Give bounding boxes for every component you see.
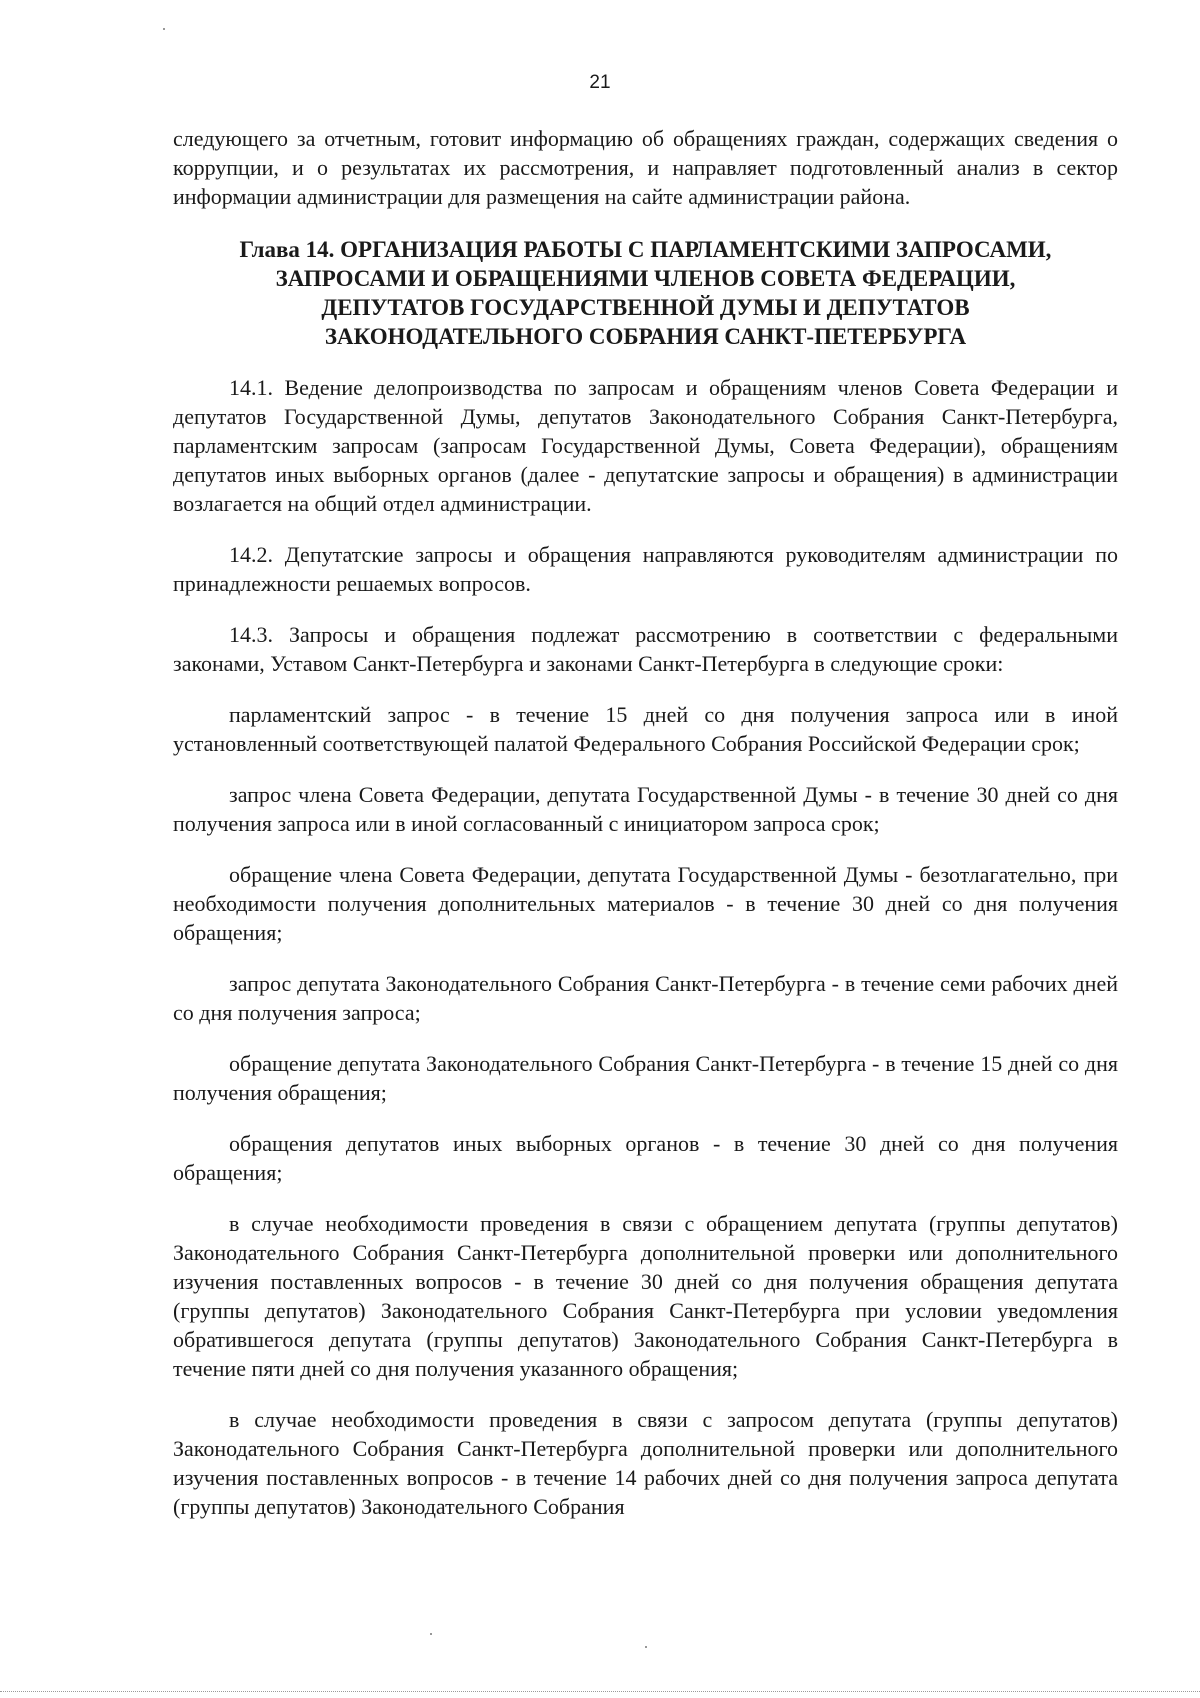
- paragraph-14-2: 14.2. Депутатские запросы и обращения направляются руководителям администрации по принадлежности решаемых вопросов.: [173, 542, 1118, 596]
- deadline-parliamentary-request: парламентский запрос - в течение 15 дней со дня получения запроса или в иной установленный соответствующей палатой Федерального Собрания Российской Федерации срок;: [173, 702, 1118, 756]
- paragraph-14-3: 14.3. Запросы и обращения подлежат рассмотрению в соответствии с федеральными законами, Уставом Санкт-Петербурга и законами Санкт-Петербурга в следующие сроки:: [173, 622, 1118, 676]
- paragraph-14-1: 14.1. Ведение делопроизводства по запросам и обращениям членов Совета Федерации и депутатов Государственной Думы, депутатов Законодательного Собрания Санкт-Петербурга, парламентским запросам (запросам Государственной Думы, Совета Федерации), обращениям депутатов иных выборных органов (далее - депутатские запросы и обращения) в администрации возлагается на общий отдел администрации.: [173, 375, 1118, 516]
- deadline-legislative-assembly-request: запрос депутата Законодательного Собрания Санкт-Петербурга - в течение семи рабочих дней со дня получения запроса;: [173, 971, 1118, 1025]
- deadline-additional-check-appeal: в случае необходимости проведения в связи с обращением депутата (группы депутатов) Законодательного Собрания Санкт-Петербурга дополнительной проверки или дополнительного изучения поставленных вопросов - в течение 30 дней со дня получения обращения депутата (группы депутатов) Законодательного Собрания Санкт-Петербурга при условии уведомления обратившегося депутата (группы депутатов) Законодательного Собрания Санкт-Петербурга в течение пяти дней со дня получения указанного обращения;: [173, 1211, 1118, 1381]
- document-body: [173, 124, 1118, 1543]
- chapter-heading-line: ДЕПУТАТОВ ГОСУДАРСТВЕННОЙ ДУМЫ И ДЕПУТАТОВ: [321, 295, 970, 320]
- scan-speck: [163, 28, 165, 30]
- paragraph-continuation: следующего за отчетным, готовит информацию об обращениях граждан, содержащих сведения о коррупции, и о результатах их рассмотрения, и направляет подготовленный анализ в сектор информации администрации для размещения на сайте администрации района.: [173, 126, 1118, 209]
- chapter-heading-line: Глава 14. ОРГАНИЗАЦИЯ РАБОТЫ С ПАРЛАМЕНТСКИМИ ЗАПРОСАМИ,: [239, 237, 1052, 262]
- chapter-heading: [173, 235, 1118, 351]
- deadline-other-elected-bodies: обращения депутатов иных выборных органов - в течение 30 дней со дня получения обращения;: [173, 1131, 1118, 1185]
- deadline-legislative-assembly-appeal: обращение депутата Законодательного Собрания Санкт-Петербурга - в течение 15 дней со дня получения обращения;: [173, 1051, 1118, 1105]
- page-number: 21: [589, 72, 611, 93]
- scan-speck: [430, 1633, 432, 1635]
- scan-speck: [645, 1646, 647, 1648]
- chapter-heading-line: ЗАКОНОДАТЕЛЬНОГО СОБРАНИЯ САНКТ-ПЕТЕРБУРГА: [324, 324, 967, 349]
- deadline-federation-council-request: запрос члена Совета Федерации, депутата Государственной Думы - в течение 30 дней со дня получения запроса или в иной согласованный с инициатором запроса срок;: [173, 782, 1118, 836]
- scan-bottom-edge: [0, 1691, 1200, 1692]
- deadline-additional-check-request: в случае необходимости проведения в связи с запросом депутата (группы депутатов) Законодательного Собрания Санкт-Петербурга дополнительной проверки или дополнительного изучения поставленных вопросов - в течение 14 рабочих дней со дня получения запроса депутата (группы депутатов) Законодательного Собрания: [173, 1407, 1118, 1519]
- chapter-heading-line: ЗАПРОСАМИ И ОБРАЩЕНИЯМИ ЧЛЕНОВ СОВЕТА ФЕДЕРАЦИИ,: [275, 266, 1016, 291]
- deadline-federation-council-appeal: обращение члена Совета Федерации, депутата Государственной Думы - безотлагательно, при необходимости получения дополнительных материалов - в течение 30 дней со дня получения обращения;: [173, 862, 1118, 945]
